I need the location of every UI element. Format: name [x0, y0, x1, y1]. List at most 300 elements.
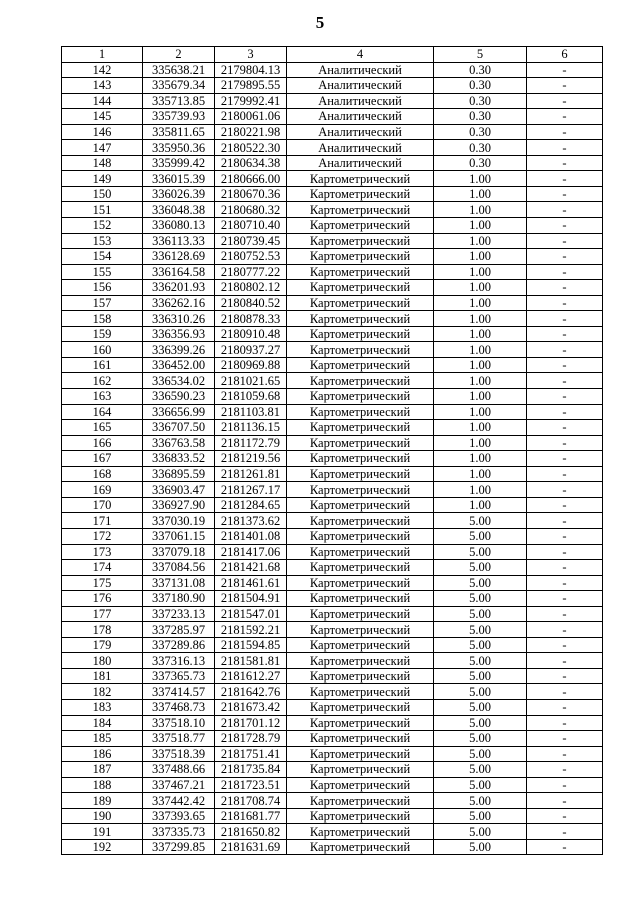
column-header: 5	[434, 47, 527, 63]
point-number-cell: 174	[62, 560, 143, 576]
point-number-cell: 167	[62, 451, 143, 467]
y-coordinate-cell: 2181284.65	[215, 497, 287, 513]
table-row	[62, 731, 603, 747]
table-header	[62, 47, 603, 63]
note-cell: -	[527, 606, 603, 622]
point-number-cell: 149	[62, 171, 143, 187]
point-number-cell: 173	[62, 544, 143, 560]
point-number-cell: 181	[62, 668, 143, 684]
point-number-cell: 150	[62, 186, 143, 202]
note-cell: -	[527, 342, 603, 358]
x-coordinate-cell: 337061.15	[143, 528, 215, 544]
point-number-cell: 182	[62, 684, 143, 700]
accuracy-cell: 5.00	[434, 808, 527, 824]
y-coordinate-cell: 2181421.68	[215, 560, 287, 576]
table-row	[62, 560, 603, 576]
header-row	[62, 47, 603, 63]
x-coordinate-cell: 335811.65	[143, 124, 215, 140]
method-cell: Картометрический	[287, 777, 434, 793]
x-coordinate-cell: 336015.39	[143, 171, 215, 187]
table-row	[62, 140, 603, 156]
note-cell: -	[527, 249, 603, 265]
point-number-cell: 154	[62, 249, 143, 265]
y-coordinate-cell: 2179895.55	[215, 78, 287, 94]
x-coordinate-cell: 337468.73	[143, 699, 215, 715]
method-cell: Картометрический	[287, 668, 434, 684]
y-coordinate-cell: 2181723.51	[215, 777, 287, 793]
note-cell: -	[527, 357, 603, 373]
x-coordinate-cell: 337084.56	[143, 560, 215, 576]
y-coordinate-cell: 2180878.33	[215, 311, 287, 327]
accuracy-cell: 1.00	[434, 435, 527, 451]
accuracy-cell: 1.00	[434, 497, 527, 513]
x-coordinate-cell: 335950.36	[143, 140, 215, 156]
accuracy-cell: 5.00	[434, 575, 527, 591]
x-coordinate-cell: 337299.85	[143, 839, 215, 855]
note-cell: -	[527, 715, 603, 731]
x-coordinate-cell: 335713.85	[143, 93, 215, 109]
y-coordinate-cell: 2181708.74	[215, 793, 287, 809]
method-cell: Картометрический	[287, 295, 434, 311]
y-coordinate-cell: 2181631.69	[215, 839, 287, 855]
y-coordinate-cell: 2181172.79	[215, 435, 287, 451]
method-cell: Картометрический	[287, 202, 434, 218]
y-coordinate-cell: 2181103.81	[215, 404, 287, 420]
table-row	[62, 435, 603, 451]
method-cell: Картометрический	[287, 824, 434, 840]
method-cell: Картометрический	[287, 171, 434, 187]
point-number-cell: 183	[62, 699, 143, 715]
method-cell: Картометрический	[287, 839, 434, 855]
accuracy-cell: 0.30	[434, 62, 527, 78]
accuracy-cell: 0.30	[434, 155, 527, 171]
accuracy-cell: 1.00	[434, 373, 527, 389]
column-header: 6	[527, 47, 603, 63]
accuracy-cell: 0.30	[434, 140, 527, 156]
y-coordinate-cell: 2181021.65	[215, 373, 287, 389]
note-cell: -	[527, 684, 603, 700]
method-cell: Картометрический	[287, 653, 434, 669]
x-coordinate-cell: 336128.69	[143, 249, 215, 265]
method-cell: Картометрический	[287, 389, 434, 405]
point-number-cell: 163	[62, 389, 143, 405]
note-cell: -	[527, 389, 603, 405]
x-coordinate-cell: 336927.90	[143, 497, 215, 513]
note-cell: -	[527, 653, 603, 669]
accuracy-cell: 5.00	[434, 746, 527, 762]
y-coordinate-cell: 2181592.21	[215, 622, 287, 638]
table-row	[62, 420, 603, 436]
y-coordinate-cell: 2180802.12	[215, 280, 287, 296]
note-cell: -	[527, 155, 603, 171]
accuracy-cell: 5.00	[434, 637, 527, 653]
method-cell: Картометрический	[287, 746, 434, 762]
x-coordinate-cell: 337131.08	[143, 575, 215, 591]
accuracy-cell: 1.00	[434, 466, 527, 482]
table-row	[62, 78, 603, 94]
y-coordinate-cell: 2181261.81	[215, 466, 287, 482]
table-row	[62, 575, 603, 591]
y-coordinate-cell: 2180937.27	[215, 342, 287, 358]
x-coordinate-cell: 335638.21	[143, 62, 215, 78]
table-row	[62, 482, 603, 498]
y-coordinate-cell: 2181681.77	[215, 808, 287, 824]
point-number-cell: 166	[62, 435, 143, 451]
point-number-cell: 175	[62, 575, 143, 591]
note-cell: -	[527, 513, 603, 529]
table-row	[62, 109, 603, 125]
x-coordinate-cell: 337518.10	[143, 715, 215, 731]
table-row	[62, 715, 603, 731]
x-coordinate-cell: 336590.23	[143, 389, 215, 405]
method-cell: Картометрический	[287, 342, 434, 358]
method-cell: Картометрический	[287, 373, 434, 389]
note-cell: -	[527, 78, 603, 94]
y-coordinate-cell: 2179992.41	[215, 93, 287, 109]
table-row	[62, 186, 603, 202]
x-coordinate-cell: 336534.02	[143, 373, 215, 389]
accuracy-cell: 5.00	[434, 824, 527, 840]
y-coordinate-cell: 2180680.32	[215, 202, 287, 218]
method-cell: Аналитический	[287, 93, 434, 109]
accuracy-cell: 5.00	[434, 544, 527, 560]
method-cell: Картометрический	[287, 311, 434, 327]
x-coordinate-cell: 337335.73	[143, 824, 215, 840]
y-coordinate-cell: 2181642.76	[215, 684, 287, 700]
table-row	[62, 497, 603, 513]
method-cell: Картометрический	[287, 715, 434, 731]
x-coordinate-cell: 337285.97	[143, 622, 215, 638]
table-row	[62, 295, 603, 311]
point-number-cell: 184	[62, 715, 143, 731]
accuracy-cell: 5.00	[434, 762, 527, 778]
table-row	[62, 637, 603, 653]
note-cell: -	[527, 731, 603, 747]
y-coordinate-cell: 2181136.15	[215, 420, 287, 436]
point-number-cell: 188	[62, 777, 143, 793]
accuracy-cell: 1.00	[434, 311, 527, 327]
y-coordinate-cell: 2181701.12	[215, 715, 287, 731]
note-cell: -	[527, 528, 603, 544]
method-cell: Картометрический	[287, 762, 434, 778]
accuracy-cell: 1.00	[434, 295, 527, 311]
table-row	[62, 544, 603, 560]
note-cell: -	[527, 124, 603, 140]
accuracy-cell: 1.00	[434, 389, 527, 405]
point-number-cell: 146	[62, 124, 143, 140]
y-coordinate-cell: 2180061.06	[215, 109, 287, 125]
x-coordinate-cell: 337518.77	[143, 731, 215, 747]
note-cell: -	[527, 622, 603, 638]
x-coordinate-cell: 336833.52	[143, 451, 215, 467]
table-row	[62, 233, 603, 249]
page-number: 5	[315, 13, 325, 32]
point-number-cell: 169	[62, 482, 143, 498]
table-row	[62, 155, 603, 171]
method-cell: Аналитический	[287, 78, 434, 94]
point-number-cell: 143	[62, 78, 143, 94]
y-coordinate-cell: 2181751.41	[215, 746, 287, 762]
accuracy-cell: 1.00	[434, 342, 527, 358]
x-coordinate-cell: 337518.39	[143, 746, 215, 762]
note-cell: -	[527, 171, 603, 187]
y-coordinate-cell: 2180522.30	[215, 140, 287, 156]
point-number-cell: 177	[62, 606, 143, 622]
x-coordinate-cell: 336310.26	[143, 311, 215, 327]
x-coordinate-cell: 337467.21	[143, 777, 215, 793]
point-number-cell: 151	[62, 202, 143, 218]
table-row	[62, 124, 603, 140]
accuracy-cell: 1.00	[434, 357, 527, 373]
column-header: 4	[287, 47, 434, 63]
note-cell: -	[527, 497, 603, 513]
method-cell: Картометрический	[287, 793, 434, 809]
method-cell: Картометрический	[287, 591, 434, 607]
y-coordinate-cell: 2181581.81	[215, 653, 287, 669]
note-cell: -	[527, 186, 603, 202]
x-coordinate-cell: 336763.58	[143, 435, 215, 451]
accuracy-cell: 5.00	[434, 793, 527, 809]
point-number-cell: 180	[62, 653, 143, 669]
table-row	[62, 513, 603, 529]
x-coordinate-cell: 336080.13	[143, 218, 215, 234]
note-cell: -	[527, 808, 603, 824]
note-cell: -	[527, 746, 603, 762]
table-row	[62, 326, 603, 342]
note-cell: -	[527, 93, 603, 109]
accuracy-cell: 0.30	[434, 93, 527, 109]
note-cell: -	[527, 824, 603, 840]
accuracy-cell: 1.00	[434, 482, 527, 498]
method-cell: Картометрический	[287, 808, 434, 824]
note-cell: -	[527, 839, 603, 855]
method-cell: Картометрический	[287, 684, 434, 700]
x-coordinate-cell: 336895.59	[143, 466, 215, 482]
note-cell: -	[527, 482, 603, 498]
table-row	[62, 591, 603, 607]
x-coordinate-cell: 337393.65	[143, 808, 215, 824]
note-cell: -	[527, 544, 603, 560]
note-cell: -	[527, 451, 603, 467]
x-coordinate-cell: 337233.13	[143, 606, 215, 622]
accuracy-cell: 5.00	[434, 699, 527, 715]
note-cell: -	[527, 591, 603, 607]
note-cell: -	[527, 777, 603, 793]
accuracy-cell: 1.00	[434, 186, 527, 202]
table-row	[62, 777, 603, 793]
table-row	[62, 653, 603, 669]
point-number-cell: 148	[62, 155, 143, 171]
table-row	[62, 342, 603, 358]
accuracy-cell: 1.00	[434, 420, 527, 436]
accuracy-cell: 5.00	[434, 591, 527, 607]
method-cell: Аналитический	[287, 155, 434, 171]
method-cell: Картометрический	[287, 466, 434, 482]
method-cell: Картометрический	[287, 357, 434, 373]
table-row	[62, 389, 603, 405]
point-number-cell: 191	[62, 824, 143, 840]
table-row	[62, 824, 603, 840]
table-row	[62, 93, 603, 109]
method-cell: Картометрический	[287, 264, 434, 280]
method-cell: Картометрический	[287, 528, 434, 544]
y-coordinate-cell: 2180910.48	[215, 326, 287, 342]
method-cell: Картометрический	[287, 218, 434, 234]
point-number-cell: 192	[62, 839, 143, 855]
method-cell: Картометрический	[287, 326, 434, 342]
note-cell: -	[527, 218, 603, 234]
x-coordinate-cell: 335679.34	[143, 78, 215, 94]
method-cell: Картометрический	[287, 513, 434, 529]
y-coordinate-cell: 2181673.42	[215, 699, 287, 715]
table-row	[62, 404, 603, 420]
point-number-cell: 142	[62, 62, 143, 78]
x-coordinate-cell: 336356.93	[143, 326, 215, 342]
method-cell: Картометрический	[287, 249, 434, 265]
y-coordinate-cell: 2181059.68	[215, 389, 287, 405]
point-number-cell: 178	[62, 622, 143, 638]
x-coordinate-cell: 336707.50	[143, 420, 215, 436]
accuracy-cell: 1.00	[434, 264, 527, 280]
method-cell: Картометрический	[287, 280, 434, 296]
accuracy-cell: 1.00	[434, 202, 527, 218]
table-row	[62, 373, 603, 389]
note-cell: -	[527, 420, 603, 436]
method-cell: Аналитический	[287, 140, 434, 156]
method-cell: Картометрический	[287, 451, 434, 467]
table-row	[62, 668, 603, 684]
y-coordinate-cell: 2181728.79	[215, 731, 287, 747]
column-header: 2	[143, 47, 215, 63]
table-row	[62, 357, 603, 373]
note-cell: -	[527, 140, 603, 156]
table-row	[62, 528, 603, 544]
accuracy-cell: 1.00	[434, 326, 527, 342]
y-coordinate-cell: 2181650.82	[215, 824, 287, 840]
x-coordinate-cell: 337180.90	[143, 591, 215, 607]
x-coordinate-cell: 335739.93	[143, 109, 215, 125]
y-coordinate-cell: 2181461.61	[215, 575, 287, 591]
note-cell: -	[527, 762, 603, 778]
note-cell: -	[527, 295, 603, 311]
point-number-cell: 147	[62, 140, 143, 156]
y-coordinate-cell: 2181219.56	[215, 451, 287, 467]
point-number-cell: 179	[62, 637, 143, 653]
table-row	[62, 218, 603, 234]
y-coordinate-cell: 2181594.85	[215, 637, 287, 653]
point-number-cell: 158	[62, 311, 143, 327]
note-cell: -	[527, 575, 603, 591]
x-coordinate-cell: 337414.57	[143, 684, 215, 700]
note-cell: -	[527, 264, 603, 280]
accuracy-cell: 1.00	[434, 451, 527, 467]
column-header: 3	[215, 47, 287, 63]
y-coordinate-cell: 2179804.13	[215, 62, 287, 78]
accuracy-cell: 1.00	[434, 171, 527, 187]
note-cell: -	[527, 326, 603, 342]
accuracy-cell: 5.00	[434, 684, 527, 700]
table-row	[62, 264, 603, 280]
note-cell: -	[527, 668, 603, 684]
x-coordinate-cell: 337365.73	[143, 668, 215, 684]
accuracy-cell: 5.00	[434, 653, 527, 669]
y-coordinate-cell: 2180670.36	[215, 186, 287, 202]
y-coordinate-cell: 2180969.88	[215, 357, 287, 373]
method-cell: Картометрический	[287, 699, 434, 715]
x-coordinate-cell: 337488.66	[143, 762, 215, 778]
accuracy-cell: 1.00	[434, 404, 527, 420]
note-cell: -	[527, 793, 603, 809]
x-coordinate-cell: 337079.18	[143, 544, 215, 560]
accuracy-cell: 5.00	[434, 839, 527, 855]
accuracy-cell: 5.00	[434, 715, 527, 731]
point-number-cell: 157	[62, 295, 143, 311]
method-cell: Картометрический	[287, 435, 434, 451]
x-coordinate-cell: 337030.19	[143, 513, 215, 529]
y-coordinate-cell: 2180666.00	[215, 171, 287, 187]
note-cell: -	[527, 435, 603, 451]
point-number-cell: 168	[62, 466, 143, 482]
point-number-cell: 189	[62, 793, 143, 809]
y-coordinate-cell: 2181735.84	[215, 762, 287, 778]
point-number-cell: 186	[62, 746, 143, 762]
note-cell: -	[527, 466, 603, 482]
method-cell: Картометрический	[287, 404, 434, 420]
y-coordinate-cell: 2180634.38	[215, 155, 287, 171]
x-coordinate-cell: 336452.00	[143, 357, 215, 373]
accuracy-cell: 1.00	[434, 233, 527, 249]
table-row	[62, 808, 603, 824]
accuracy-cell: 5.00	[434, 622, 527, 638]
point-number-cell: 165	[62, 420, 143, 436]
x-coordinate-cell: 336113.33	[143, 233, 215, 249]
x-coordinate-cell: 336026.39	[143, 186, 215, 202]
x-coordinate-cell: 337442.42	[143, 793, 215, 809]
table-row	[62, 839, 603, 855]
method-cell: Картометрический	[287, 186, 434, 202]
x-coordinate-cell: 336262.16	[143, 295, 215, 311]
accuracy-cell: 5.00	[434, 731, 527, 747]
method-cell: Картометрический	[287, 497, 434, 513]
method-cell: Картометрический	[287, 482, 434, 498]
x-coordinate-cell: 336164.58	[143, 264, 215, 280]
note-cell: -	[527, 202, 603, 218]
column-header: 1	[62, 47, 143, 63]
x-coordinate-cell: 336048.38	[143, 202, 215, 218]
accuracy-cell: 1.00	[434, 218, 527, 234]
x-coordinate-cell: 335999.42	[143, 155, 215, 171]
note-cell: -	[527, 109, 603, 125]
table-row	[62, 249, 603, 265]
point-number-cell: 155	[62, 264, 143, 280]
table-row	[62, 62, 603, 78]
table-row	[62, 746, 603, 762]
x-coordinate-cell: 336399.26	[143, 342, 215, 358]
point-number-cell: 172	[62, 528, 143, 544]
method-cell: Аналитический	[287, 124, 434, 140]
method-cell: Картометрический	[287, 544, 434, 560]
point-number-cell: 170	[62, 497, 143, 513]
accuracy-cell: 5.00	[434, 560, 527, 576]
method-cell: Аналитический	[287, 62, 434, 78]
y-coordinate-cell: 2180840.52	[215, 295, 287, 311]
accuracy-cell: 5.00	[434, 668, 527, 684]
coordinates-table	[61, 46, 603, 855]
y-coordinate-cell: 2181417.06	[215, 544, 287, 560]
x-coordinate-cell: 336656.99	[143, 404, 215, 420]
accuracy-cell: 1.00	[434, 249, 527, 265]
method-cell: Картометрический	[287, 731, 434, 747]
